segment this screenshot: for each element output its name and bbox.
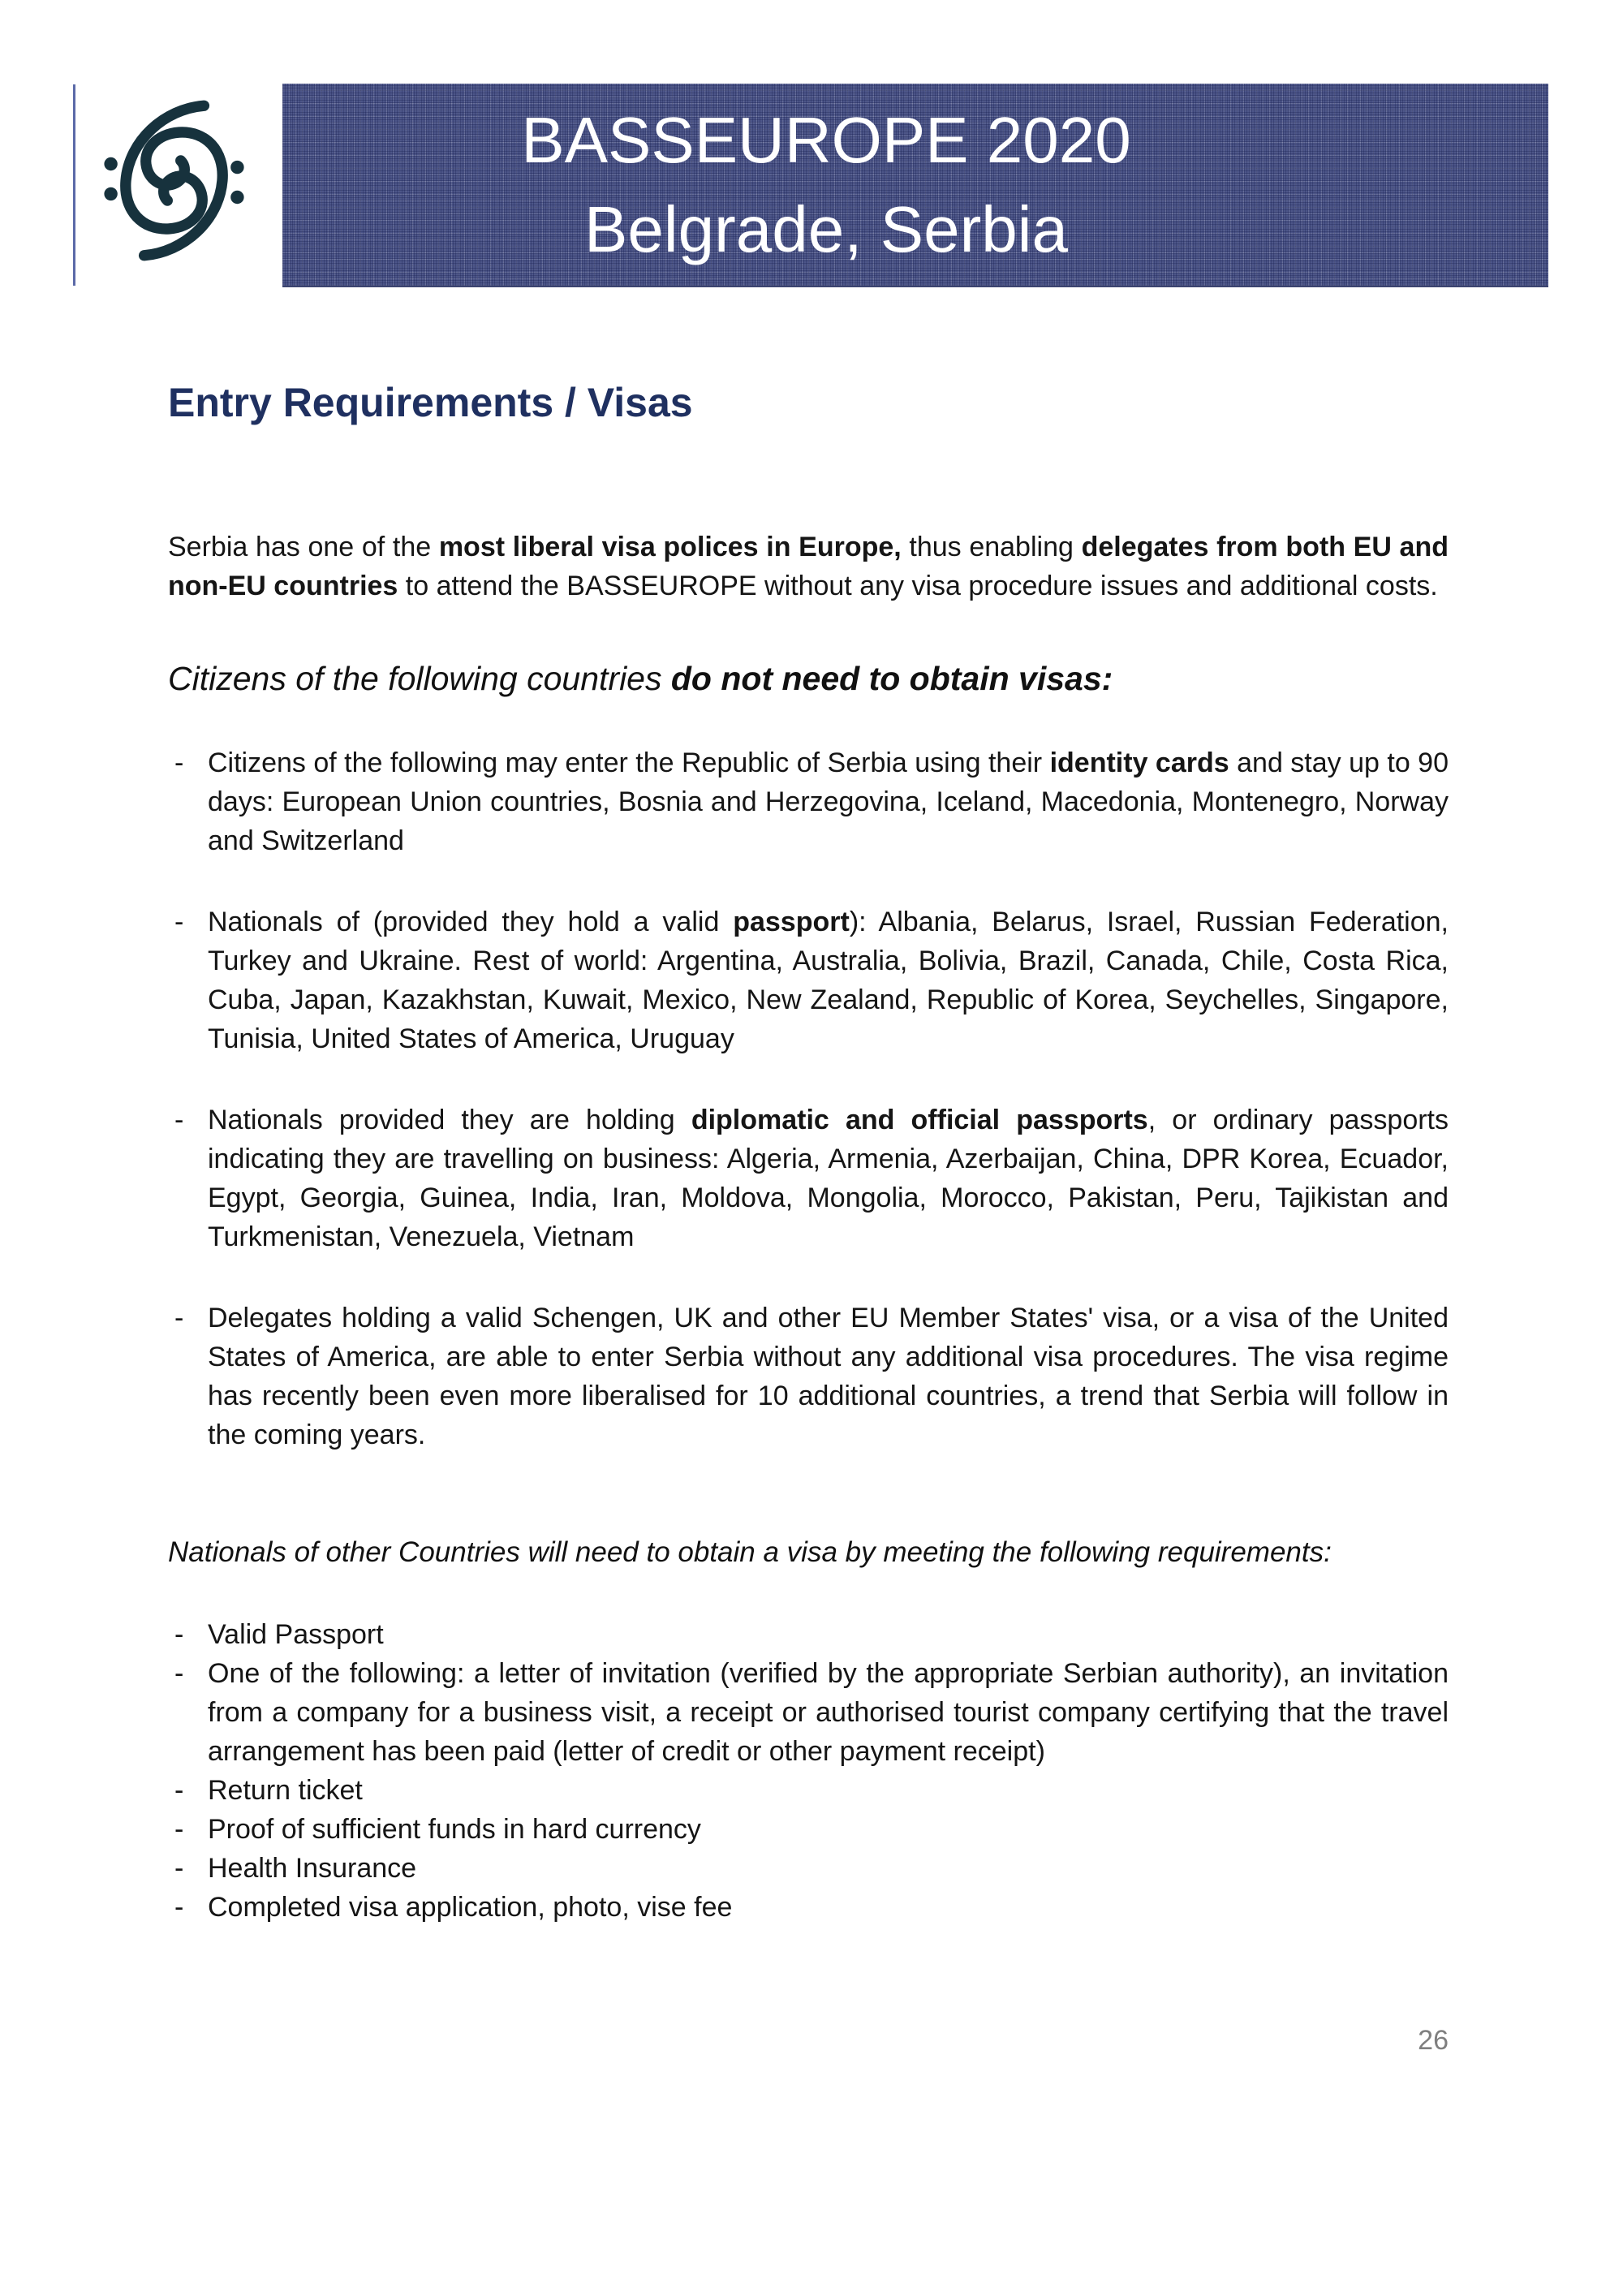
list-item: [168, 1101, 1449, 1256]
bullet-marker: -: [174, 1892, 184, 1923]
list-item: [168, 1771, 1449, 1810]
intro-paragraph: Serbia has one of the most liberal visa polices in Europe, thus enabling delegates from both EU and non-EU countries to attend the BASSEUROPE without any visa procedure issues and additional costs.: [168, 532, 1449, 601]
list-item-text: Valid Passport: [208, 1619, 384, 1650]
clef-dot: [230, 191, 243, 204]
header-banner: [282, 84, 1548, 287]
clef-dot: [104, 157, 117, 170]
clef-dot: [104, 187, 117, 200]
page-content: [0, 379, 1623, 2057]
banner-title: BASSEUROPE 2020: [521, 103, 1131, 176]
page-header: [0, 0, 1623, 288]
list-item: [168, 1299, 1449, 1454]
page-title: Entry Requirements / Visas: [168, 380, 693, 425]
list-item-text: Nationals of (provided they hold a valid passport): Albania, Belarus, Israel, Russian Federation, Turkey and Ukraine. Rest of world: Argentina, Australia, Bolivia, Brazil, Canada, Chile, Costa Rica, Cuba, Japan, Kazakhstan, Kuwait, Mexico, New Zealand, Republic of Korea, Seychelles, Singapore, Tunisia, United States of America, Uruguay: [208, 907, 1449, 1054]
visa-requirements-list: [168, 1615, 1449, 1927]
clef-dot: [230, 161, 243, 174]
list-item-text: Citizens of the following may enter the Republic of Serbia using their identity cards and stay up to 90 days: European Union countries, Bosnia and Herzegovina, Iceland, Macedonia, Montenegro, Norway and Switzerland: [208, 747, 1449, 856]
list-item-text: One of the following: a letter of invitation (verified by the appropriate Serbian authority), an invitation from a company for a business visit, a receipt or authorised tourist company certifying that the travel arrangement has been paid (letter of credit or other payment receipt): [208, 1658, 1449, 1767]
bullet-marker: -: [174, 1775, 184, 1806]
bullet-marker: -: [174, 1658, 184, 1689]
list-item: [168, 743, 1449, 860]
list-item: [168, 1615, 1449, 1654]
list-item-text: Return ticket: [208, 1775, 363, 1806]
page-number: 26: [1418, 2025, 1449, 2056]
list-item-text: Proof of sufficient funds in hard currency: [208, 1814, 701, 1845]
list-item: [168, 1888, 1449, 1927]
bass-clef-logo: [91, 97, 257, 264]
bullet-marker: -: [174, 1303, 184, 1333]
bullet-marker: -: [174, 1853, 184, 1884]
list-item-text: Health Insurance: [208, 1853, 417, 1884]
list-item-text: Delegates holding a valid Schengen, UK and other EU Member States' visa, or a visa of the United States of America, are able to enter Serbia without any additional visa procedures. The visa regime has recently been even more liberalised for 10 additional countries, a trend that Serbia will follow in the coming years.: [208, 1303, 1449, 1450]
bullet-marker: -: [174, 747, 184, 778]
section1-heading: Citizens of the following countries do not need to obtain visas:: [168, 660, 1113, 697]
bullet-marker: -: [174, 907, 184, 937]
header-vertical-rule: [73, 84, 75, 286]
banner-subtitle: Belgrade, Serbia: [584, 192, 1068, 265]
bullet-marker: -: [174, 1105, 184, 1135]
list-item: [168, 1849, 1449, 1888]
list-item: [168, 902, 1449, 1058]
list-item: [168, 1810, 1449, 1849]
bullet-marker: -: [174, 1619, 184, 1650]
list-item-text: Completed visa application, photo, vise fee: [208, 1892, 733, 1923]
section2-heading: Nationals of other Countries will need to obtain a visa by meeting the following requirements:: [168, 1536, 1332, 1568]
bass-clef-curve-left: [126, 106, 204, 229]
bass-clef-curve-right: [144, 132, 223, 256]
list-item-text: Nationals provided they are holding diplomatic and official passports, or ordinary passports indicating they are travelling on business: Algeria, Armenia, Azerbaijan, China, DPR Korea, Ecuador, Egypt, Georgia, Guinea, India, Iran, Moldova, Mongolia, Morocco, Pakistan, Peru, Tajikistan and Turkmenistan, Venezuela, Vietnam: [208, 1105, 1449, 1252]
bullet-marker: -: [174, 1814, 184, 1845]
list-item: [168, 1654, 1449, 1771]
no-visa-list: [168, 743, 1449, 1454]
